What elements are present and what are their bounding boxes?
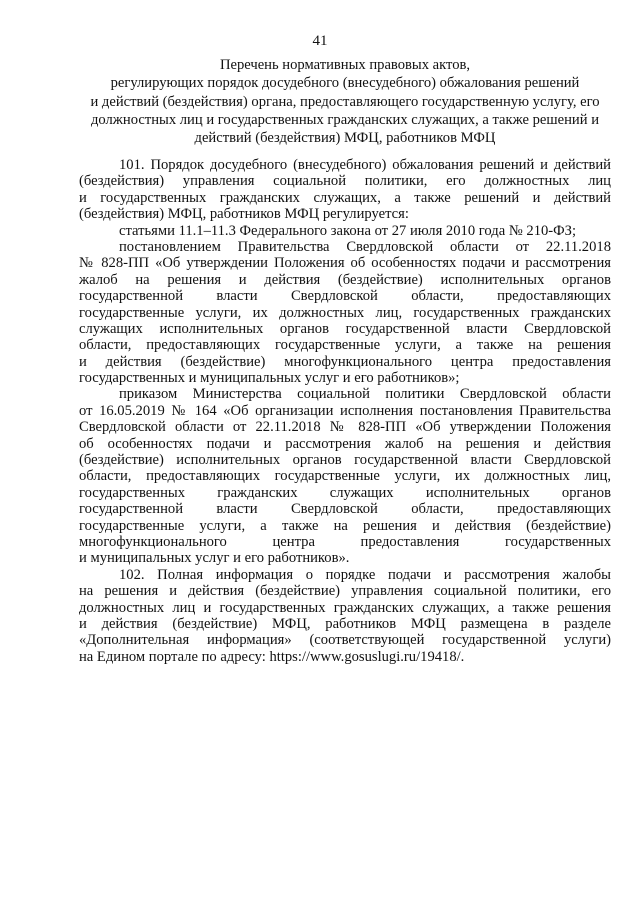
title-line: действий (бездействия) МФЦ, работников МФЦ [194,130,496,147]
text-line: многофункционального центра предоставления государственных [79,533,611,550]
text-line: «Дополнительная информация» (соответствующей государственной услуги) [79,632,611,649]
paragraph-order [79,386,611,566]
text-line: об особенностях подачи и рассмотрения жалоб на решения и действия [79,435,611,452]
text-line: государственные услуги, их должностных лиц, государственных гражданских [79,304,611,321]
text-line: Свердловской области от 22.11.2018 № 828-ПП «Об утверждении Положения [79,419,611,436]
text-line: и муниципальных услуг и его работников». [79,550,350,567]
title-line: Перечень нормативных правовых актов, [219,57,471,73]
text-line: (бездействия) управления социальной политики, его должностных лиц [79,173,611,190]
text-line: статьями 11.1–11.3 Федерального закона от 27 июля 2010 года № 210-ФЗ; [119,222,577,239]
text-line: государственные услуги, а также на решения и действия (бездействие) [79,517,611,534]
text-line: 102. Полная информация о порядке подачи и рассмотрения жалобы [119,566,611,583]
text-line: служащих исполнительных органов государственной власти Свердловской [79,320,611,337]
title-line: регулирующих порядок досудебного (внесудебного) обжалования решений [110,75,580,92]
document-title [80,56,610,147]
document-body [79,157,611,665]
text-line: государственной власти Свердловской области, предоставляющих [79,501,611,518]
text-line: жалоб на решения и действия (бездействие) исполнительных органов [79,271,611,288]
text-line: приказом Министерства социальной политики Свердловской области [119,386,611,403]
text-line: государственной власти Свердловской области, предоставляющих [79,288,611,305]
paragraph-resolution [79,239,611,387]
text-line: № 828-ПП «Об утверждении Положения об особенностях подачи и рассмотрения [79,255,611,272]
text-line: и государственных гражданских служащих, а также решений и действий [79,189,611,206]
text-line: области, предоставляющих государственные услуги, а также на решения [79,337,611,354]
text-line: (бездействие) исполнительных органов государственной власти Свердловской [79,452,611,469]
title-line: и действий (бездействия) органа, предоставляющего государственную услугу, его [90,93,600,110]
text-line: государственных и муниципальных услуг и его работников»; [79,370,460,387]
text-line: и действия (бездействие) МФЦ, работников МФЦ размещена в разделе [79,615,611,632]
text-line: и действия (бездействие) многофункционального центра предоставления [79,353,611,370]
text-line: области, предоставляющих государственные услуги, их должностных лиц, [79,468,611,485]
paragraph-102 [79,567,611,665]
title-line: должностных лиц и государственных гражданских служащих, а также решений и [90,111,600,128]
text-line: от 16.05.2019 № 164 «Об организации исполнения постановления Правительства [79,402,611,419]
text-line: должностных лиц и государственных гражданских служащих, а также решения [79,599,611,616]
text-line: (бездействия) МФЦ, работников МФЦ регулируется: [79,206,409,223]
text-line: государственных гражданских служащих исполнительных органов [79,484,611,501]
text-line: постановлением Правительства Свердловской области от 22.11.2018 [119,238,611,255]
text-line: на решения и действия (бездействие) управления социальной политики, его [79,583,611,600]
paragraph-101 [79,157,611,223]
page-number: 41 [312,33,328,49]
text-line: 101. Порядок досудебного (внесудебного) обжалования решений и действий [119,157,611,173]
paragraph-federal-law [79,223,611,239]
text-line: на Едином портале по адресу: https://www.gosuslugi.ru/19418/. [79,648,465,665]
